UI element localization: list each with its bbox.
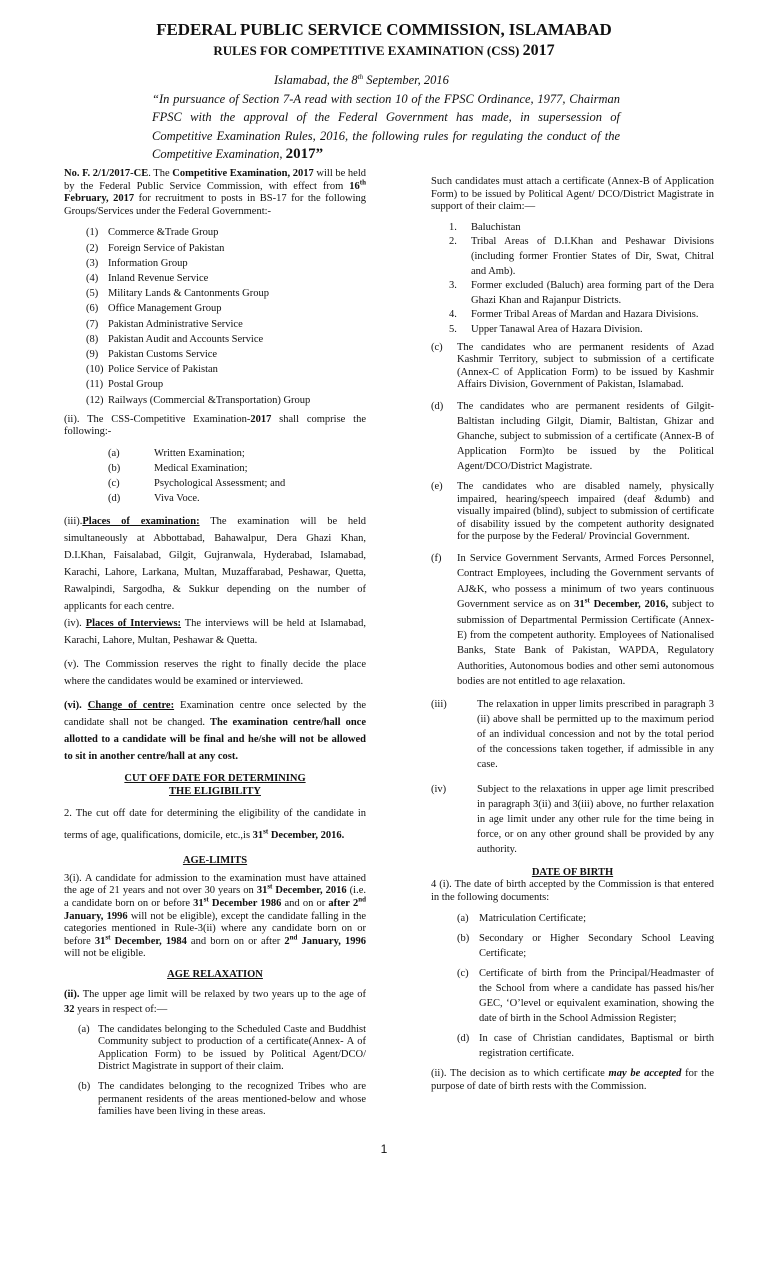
exam-part-item-number: (b) bbox=[108, 463, 121, 474]
ii-year: 2017 bbox=[250, 413, 272, 425]
iii-label: (iii). bbox=[64, 516, 83, 527]
item-f-date: 31st December, 2016, bbox=[574, 596, 669, 611]
dob-documents-list bbox=[431, 911, 714, 1061]
item-b-text: The candidates belonging to the recognized Tribes who are permanent residents of the areas mentioned-below and whose families have been living in these areas. bbox=[98, 1080, 366, 1118]
tribal-area-item bbox=[449, 235, 714, 279]
exam-part-item-label: Written Examination; bbox=[154, 448, 245, 459]
tribal-area-item-number: 4. bbox=[449, 309, 457, 321]
notice-number: No. F. 2/1/2017-CE bbox=[64, 168, 149, 179]
ii-paragraph bbox=[64, 414, 366, 439]
group-item bbox=[86, 271, 366, 286]
decision-paragraph bbox=[431, 1068, 714, 1093]
exam-part-item bbox=[64, 446, 366, 461]
iv-number: (iv) bbox=[431, 783, 447, 795]
item-b-number: (b) bbox=[78, 1080, 91, 1092]
item-d-text: The candidates who are permanent residents of Gilgit-Baltistan including Gilgit, Diamir, Baltistan, Ghizar and Ghanche, subject to submission of a certificate (Annex-B of Application Form)to be issued by the Political Agent/DCO/District Magistrate. bbox=[457, 400, 714, 472]
age-text-e: will not be eligible), except the candidate falling in the categories mentioned in Rule-3(ii) where any candidate born on or before bbox=[64, 910, 366, 947]
vi-bold: The examination centre/hall once allotted to a candidate will be final and he/she will not be allowed to sit in another centre/hall at any cost. bbox=[64, 717, 366, 762]
item-c-number: (c) bbox=[431, 341, 443, 353]
tribal-area-item-number: 2. bbox=[449, 236, 457, 248]
relaxation-item-e bbox=[431, 481, 714, 544]
iii-number: (iii) bbox=[431, 698, 447, 710]
group-item-number: (2) bbox=[86, 242, 99, 254]
group-item-label: Pakistan Audit and Accounts Service bbox=[108, 333, 264, 345]
iii-text: The examination will be held simultaneously at Abbottabad, Bahawalpur, Dera Ghazi Khan, D.I.Khan, Faisalabad, Gilgit, Gujranwala, Hyderabad, Islamabad, Karachi, Lahore, Larkana, Multan, Muzaffarabad, Peshawar, Quetta, Rawalpindi, Sargodha, & Sukkur depending on the number of applicants for each centre. bbox=[64, 516, 367, 612]
relaxation-label: (ii). bbox=[64, 988, 80, 1000]
group-item bbox=[86, 241, 366, 256]
group-item-label: Inland Revenue Service bbox=[108, 272, 209, 284]
iv-heading: Places of Interviews: bbox=[85, 618, 182, 629]
tribal-area-item-label: Former Tribal Areas of Mardan and Hazara Divisions. bbox=[471, 309, 699, 321]
group-item-number: (9) bbox=[86, 349, 99, 360]
group-item bbox=[86, 347, 366, 362]
age-text-g: will not be eligible. bbox=[64, 948, 146, 960]
group-item-label: Police Service of Pakistan bbox=[108, 364, 218, 376]
item-a-number: (a) bbox=[78, 1023, 90, 1035]
dob-document-item-label: In case of Christian candidates, Baptismal or birth registration certificate. bbox=[479, 1033, 714, 1060]
tribal-area-item bbox=[449, 323, 714, 338]
item-c-text: The candidates who are permanent residents of Azad Kashmir Territory, subject to submission of a certificate (Annex-C of Application Form) to be issued by Kashmir Affairs Division, Government of Pakistan, Islamabad. bbox=[457, 341, 714, 391]
group-item-label: Postal Group bbox=[108, 379, 164, 391]
intro-place-date: Islamabad, the 8th September, 2016 bbox=[274, 72, 449, 87]
exam-part-item-label: Medical Examination; bbox=[154, 463, 248, 474]
item-f-number: (f) bbox=[431, 552, 442, 564]
subtitle-text: RULES FOR COMPETITIVE EXAMINATION (CSS) bbox=[213, 43, 520, 58]
group-item-label: Information Group bbox=[108, 257, 188, 269]
age-text-c: (i.e. a candidate born on or before bbox=[64, 885, 367, 909]
dob-document-item bbox=[457, 966, 714, 1026]
cutoff-text: 2. The cut off date for determining the eligibility of the candidate in terms of age, qualifications, domicile, etc.,is bbox=[64, 808, 366, 842]
age-limits-paragraph bbox=[64, 873, 366, 961]
age-text-a: 3(i). A candidate for admission to the examination must have attained the age of 21 years and not over 30 years on bbox=[64, 872, 366, 897]
subtitle-year: 2017 bbox=[522, 42, 555, 59]
group-item-label: Commerce &Trade Group bbox=[108, 227, 219, 239]
age-date-5: 2nd January, 1996 bbox=[284, 933, 366, 947]
left-column bbox=[64, 168, 366, 1126]
group-item-number: (12) bbox=[86, 394, 104, 406]
item-f-text bbox=[457, 551, 714, 690]
dob-document-item bbox=[457, 911, 714, 926]
age-relaxation-heading: AGE RELAXATION bbox=[167, 968, 263, 980]
group-item-number: (4) bbox=[86, 272, 99, 284]
tribal-area-item bbox=[449, 279, 714, 308]
notice-paragraph bbox=[64, 168, 366, 218]
iii-paragraph bbox=[64, 513, 366, 649]
dob-document-item-number: (a) bbox=[457, 913, 469, 925]
tribal-area-item-number: 3. bbox=[449, 280, 457, 292]
certificate-paragraph: Such candidates must attach a certificate (Annex-B of Application Form) to be issued by Political Agent/ DCO/District Magistrate in support of their claim:— bbox=[431, 176, 714, 213]
exam-part-item-number: (d) bbox=[108, 493, 121, 504]
group-item bbox=[86, 286, 366, 301]
iii-heading: Places of examination: bbox=[82, 516, 200, 527]
relaxation-iv bbox=[431, 782, 714, 858]
age-text-f: and born on or after bbox=[186, 935, 285, 947]
relaxation-age: 32 bbox=[64, 1003, 75, 1015]
relaxation-item-f bbox=[431, 551, 714, 690]
tribal-area-item bbox=[449, 221, 714, 236]
cutoff-paragraph bbox=[64, 803, 366, 847]
intro-year: 2017” bbox=[285, 146, 324, 162]
group-item bbox=[86, 256, 366, 271]
dob-document-item-number: (b) bbox=[457, 933, 470, 945]
group-item-number: (1) bbox=[86, 227, 99, 239]
decision-emphasis: may be accepted bbox=[608, 1068, 682, 1080]
item-f-text-a: In Service Government Servants, Armed Forces Personnel, Contract Employees, including the Government servants of AJ&K, who possess a minimum of two years continuous Government service as on bbox=[457, 552, 714, 611]
group-item bbox=[86, 377, 366, 392]
item-f-text-b: subject to submission of Departmental Permission Certificate (Annex-E) from the competent authority. Employees of Nationalised Banks, State Bank of Pakistan, WAPDA, Regulatory Authorities, Autonomous bodies and other semi autonomous bodies are not entitled to age relaxation. bbox=[457, 599, 714, 688]
group-item-number: (7) bbox=[86, 318, 99, 330]
decision-text-b: for the purpose of date of birth rests with the Commission. bbox=[431, 1068, 714, 1092]
exam-part-item-number: (a) bbox=[108, 448, 120, 459]
relaxation-item-b bbox=[64, 1081, 366, 1119]
notice-text-c: for recruitment to posts in BS-17 for the following Groups/Services under the Federal Government:- bbox=[64, 193, 366, 217]
notice-text-b: will be held by the Federal Public Service Commission, with effect from bbox=[64, 168, 367, 192]
age-date-4: 31st December, 1984 bbox=[94, 933, 187, 947]
group-item-number: (3) bbox=[86, 257, 99, 269]
age-limits-heading: AGE-LIMITS bbox=[182, 855, 248, 867]
iv-text: The interviews will be held at Islamabad, Karachi, Lahore, Multan, Peshawar & Quetta. bbox=[64, 618, 366, 646]
exam-part-item-number: (c) bbox=[108, 478, 120, 489]
exam-part-item bbox=[64, 476, 366, 491]
dob-document-item-label: Matriculation Certificate; bbox=[479, 913, 586, 925]
group-item-number: (10) bbox=[86, 364, 104, 376]
group-item-label: Foreign Service of Pakistan bbox=[108, 242, 225, 254]
dob-document-item-label: Secondary or Higher Secondary School Leaving Certificate; bbox=[479, 933, 714, 960]
tribal-area-item-number: 5. bbox=[449, 323, 457, 335]
tribal-area-item-label: Tribal Areas of D.I.Khan and Peshawar Divisions (including former Frontier States of Dir, Swat, Chitral and Amb). bbox=[471, 236, 714, 277]
exam-parts-list bbox=[64, 446, 366, 506]
exam-part-item bbox=[64, 461, 366, 476]
group-item bbox=[86, 362, 366, 377]
group-item-label: Pakistan Administrative Service bbox=[108, 318, 243, 330]
group-item bbox=[86, 225, 366, 240]
relaxation-item-c bbox=[431, 342, 714, 392]
cutoff-date: 31st December, 2016. bbox=[252, 827, 345, 842]
cutoff-heading bbox=[64, 773, 366, 798]
page-number: 1 bbox=[380, 1142, 388, 1156]
item-e-number: (e) bbox=[431, 480, 443, 492]
iv-relax-text: Subject to the relaxations in upper age limit prescribed in paragraph 3(ii) and 3(iii) above, no further relaxation in age limit under any other rule for the time being in force, or on any other ground shall be provided by any authority. bbox=[477, 783, 714, 856]
group-item-number: (5) bbox=[86, 288, 99, 300]
relaxation-item-a bbox=[64, 1024, 366, 1074]
relaxation-text-2: years in respect of:— bbox=[74, 1003, 168, 1015]
ii-text-a: (ii). The CSS-Competitive Examination- bbox=[64, 413, 251, 425]
exam-part-item-label: Psychological Assessment; and bbox=[154, 478, 286, 489]
vi-paragraph bbox=[64, 697, 366, 765]
tribal-area-item-label: Upper Tanawal Area of Hazara Division. bbox=[471, 323, 643, 335]
v-paragraph: (v). The Commission reserves the right to finally decide the place where the candidates would be examined or interviewed. bbox=[64, 659, 366, 687]
group-item bbox=[86, 317, 366, 332]
group-item-number: (8) bbox=[86, 333, 99, 345]
tribal-areas-list bbox=[431, 221, 714, 338]
group-item-label: Office Management Group bbox=[108, 303, 222, 315]
right-column bbox=[431, 176, 714, 1101]
tribal-area-item-number: 1. bbox=[449, 221, 457, 233]
relaxation-text: The upper age limit will be relaxed by two years up to the age of bbox=[79, 988, 366, 1000]
ii-text-b: shall comprise the following:- bbox=[64, 413, 366, 438]
exam-part-item bbox=[64, 491, 366, 506]
tribal-area-item-label: Former excluded (Baluch) area forming part of the Dera Ghazi Khan and Rajanpur Districts. bbox=[471, 280, 714, 306]
notice-text-a: . The bbox=[148, 168, 173, 179]
dob-document-item-number: (c) bbox=[457, 968, 469, 980]
dob-document-item-label: Certificate of birth from the Principal/Headmaster of the School from where a candidate has passed his/her GEC, ‘O’level or equivalent examination, showing the date of birth in the School Admission Register; bbox=[479, 968, 714, 1025]
group-item-label: Railways (Commercial &Transportation) Group bbox=[108, 394, 311, 406]
group-item-number: (6) bbox=[86, 303, 99, 315]
document-title: FEDERAL PUBLIC SERVICE COMMISSION, ISLAMABAD bbox=[156, 20, 612, 39]
exam-part-item-label: Viva Voce. bbox=[154, 493, 200, 504]
age-date-1: 31st December, 2016 bbox=[256, 882, 347, 897]
dob-document-item bbox=[457, 931, 714, 961]
notice-bold: Competitive Examination, 2017 bbox=[172, 168, 314, 179]
relaxation-item-d bbox=[431, 399, 714, 474]
item-e-text: The candidates who are disabled namely, physically impaired, hearing/speech impaired (deaf &dumb) and visually impaired (blind), subject to submission of certificate of disability issued by the competent authority designated for the purpose by the Federal/ Provincial Government. bbox=[457, 480, 714, 543]
age-date-2: 31st December 1986 bbox=[193, 895, 282, 909]
item-a-text: The candidates belonging to the Scheduled Caste and Buddhist Community subject to production of a certificate(Annex- A of Application Form) to be issued by Political Agent/DCO/ District Magistrate in support of their claim. bbox=[98, 1023, 366, 1073]
cutoff-heading-line-1: CUT OFF DATE FOR DETERMINING bbox=[124, 773, 306, 784]
intro-text: “In pursuance of Section 7-A read with section 10 of the FPSC Ordinance, 1977, Chairman FPSC with the approval of the Federal Government has made, in supersession of Competitive Examination Rules, 2016, the following rules for regulating the conduct of the Competitive Examination, bbox=[152, 91, 620, 161]
age-date-3: after 2nd January, 1996 bbox=[64, 895, 366, 922]
document-subtitle bbox=[0, 42, 768, 60]
date-of-birth-heading: DATE OF BIRTH bbox=[531, 866, 614, 878]
group-item-label: Pakistan Customs Service bbox=[108, 349, 218, 360]
relaxation-paragraph bbox=[64, 987, 366, 1017]
group-item bbox=[86, 301, 366, 316]
relaxation-iii bbox=[431, 697, 714, 773]
intro-paragraph bbox=[152, 71, 620, 164]
group-item-label: Military Lands & Cantonments Group bbox=[108, 288, 269, 300]
tribal-area-item bbox=[449, 308, 714, 323]
vi-heading: Change of centre: bbox=[87, 700, 175, 711]
dob-document-item bbox=[457, 1031, 714, 1061]
groups-list bbox=[64, 225, 366, 407]
group-item bbox=[86, 332, 366, 347]
dob-paragraph: 4 (i). The date of birth accepted by the Commission is that entered in the following documents: bbox=[431, 879, 714, 903]
item-d-number: (d) bbox=[431, 400, 444, 412]
group-item-number: (11) bbox=[86, 379, 104, 391]
age-text-d: and on or bbox=[281, 897, 329, 909]
vi-label: (vi). bbox=[64, 700, 82, 711]
decision-text-a: (ii). The decision as to which certificate bbox=[431, 1068, 609, 1080]
iii-relax-text: The relaxation in upper limits prescribed in paragraph 3 (ii) above shall be permitted up to the maximum period of an individual concession and not by the total period of the concessions taken together, if admissible in any case. bbox=[477, 698, 714, 771]
cutoff-heading-line-2: THE ELIGIBILITY bbox=[169, 785, 261, 797]
tribal-area-item-label: Baluchistan bbox=[471, 221, 521, 233]
notice-date: 16th February, 2017 bbox=[64, 178, 366, 205]
vi-text: Examination centre once selected by the candidate shall not be changed. bbox=[64, 700, 366, 728]
group-item bbox=[86, 393, 366, 408]
dob-document-item-number: (d) bbox=[457, 1033, 470, 1045]
iv-label: (iv). bbox=[64, 618, 82, 629]
